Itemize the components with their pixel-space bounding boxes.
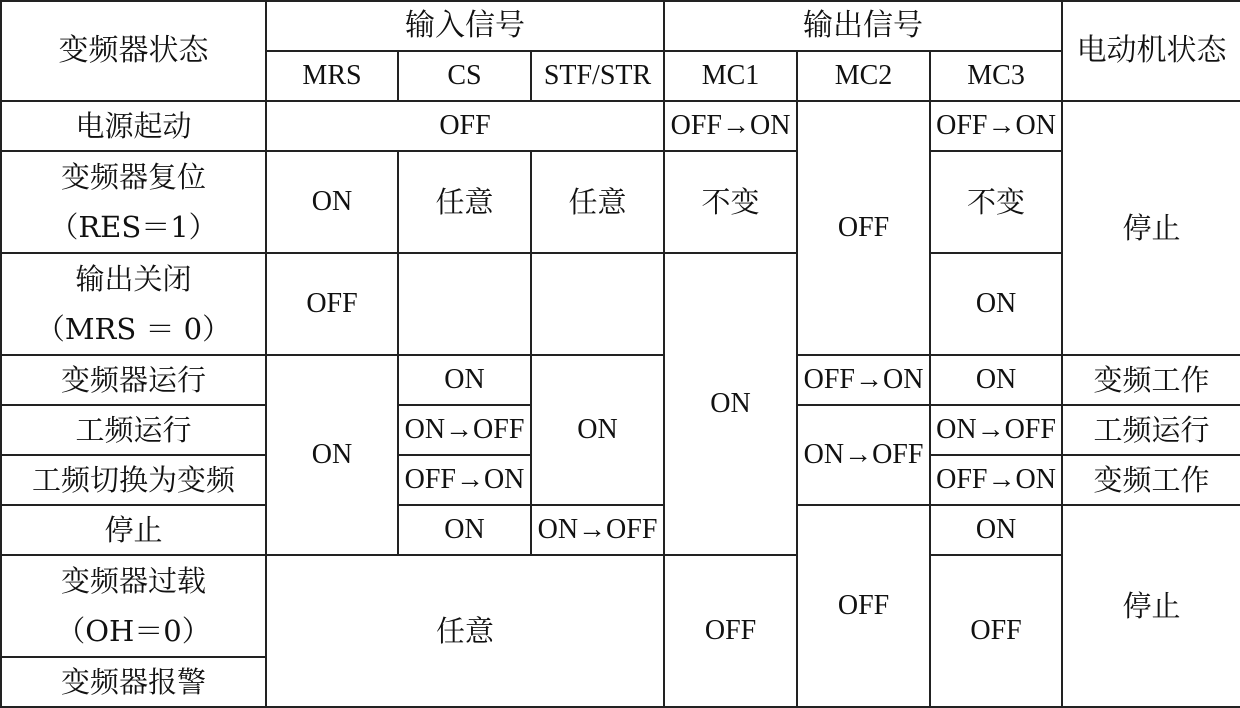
header-state: 变频器状态 (1, 1, 266, 101)
cell-power-on-inputs: OFF (266, 101, 664, 151)
cell-fault-inputs: 任意 (266, 555, 664, 707)
cell-line-mc3: ON→OFF (930, 405, 1062, 455)
row-label-output-off (1, 253, 266, 355)
cell-run-mc3: ON (930, 355, 1062, 405)
header-output-mc3: MC3 (930, 51, 1062, 101)
row-vfd-run (1, 355, 1240, 405)
row-power-on (1, 101, 1240, 151)
row-label-output-off-line2: （MRS ＝ 0） (35, 312, 232, 346)
cell-mc1-on: ON (664, 253, 797, 555)
header-output-group: 输出信号 (664, 1, 1062, 51)
cell-run-mc2: OFF→ON (797, 355, 930, 405)
row-label-output-off-line1: 输出关闭 (75, 262, 192, 296)
cell-reset-mrs: ON (266, 151, 398, 253)
cell-stop-stf: ON→OFF (531, 505, 664, 555)
cell-off-mc3: ON (930, 253, 1062, 355)
cell-mc2-bottom: OFF (797, 505, 930, 707)
row-label-overload (1, 555, 266, 657)
cell-mc2-on-off: ON→OFF (797, 405, 930, 505)
cell-line-motor: 工频运行 (1062, 405, 1240, 455)
row-label-alarm: 变频器报警 (1, 657, 266, 707)
cell-line-cs: ON→OFF (398, 405, 531, 455)
cell-reset-cs: 任意 (398, 151, 531, 253)
row-label-switch: 工频切换为变频 (1, 455, 266, 505)
cell-stop-cs: ON (398, 505, 531, 555)
cell-power-on-mc3: OFF→ON (930, 101, 1062, 151)
header-row-1 (1, 1, 1240, 51)
cell-off-cs-empty (398, 253, 531, 355)
header-output-mc2: MC2 (797, 51, 930, 101)
cell-reset-mc1: 不变 (664, 151, 797, 253)
cell-switch-mc3: OFF→ON (930, 455, 1062, 505)
header-input-mrs: MRS (266, 51, 398, 101)
header-input-group: 输入信号 (266, 1, 664, 51)
header-input-stf: STF/STR (531, 51, 664, 101)
row-label-power-on: 电源起动 (1, 101, 266, 151)
cell-stf-on: ON (531, 355, 664, 505)
header-output-mc1: MC1 (664, 51, 797, 101)
cell-switch-cs: OFF→ON (398, 455, 531, 505)
cell-motor-top: 停止 (1062, 101, 1240, 355)
cell-switch-motor: 变频工作 (1062, 455, 1240, 505)
row-label-overload-line1: 变频器过载 (60, 564, 206, 598)
row-label-reset-line1: 变频器复位 (60, 160, 206, 194)
cell-mrs-on: ON (266, 355, 398, 555)
row-label-stop: 停止 (1, 505, 266, 555)
cell-power-on-mc1: OFF→ON (664, 101, 797, 151)
header-motor: 电动机状态 (1062, 1, 1240, 101)
cell-run-cs: ON (398, 355, 531, 405)
cell-off-stf-empty (531, 253, 664, 355)
cell-run-motor: 变频工作 (1062, 355, 1240, 405)
row-stop (1, 505, 1240, 555)
row-label-reset (1, 151, 266, 253)
row-label-line-run: 工频运行 (1, 405, 266, 455)
cell-motor-bottom: 停止 (1062, 505, 1240, 707)
cell-reset-stf: 任意 (531, 151, 664, 253)
row-label-vfd-run: 变频器运行 (1, 355, 266, 405)
header-input-cs: CS (398, 51, 531, 101)
cell-stop-mc3: ON (930, 505, 1062, 555)
cell-mc2-top: OFF (797, 101, 930, 355)
cell-reset-mc3: 不变 (930, 151, 1062, 253)
cell-fault-mc1: OFF (664, 555, 797, 707)
cell-off-mrs: OFF (266, 253, 398, 355)
row-label-reset-line2: （RES＝1） (49, 210, 218, 244)
row-label-overload-line2: （OH＝0） (56, 614, 211, 648)
cell-fault-mc3: OFF (930, 555, 1062, 707)
